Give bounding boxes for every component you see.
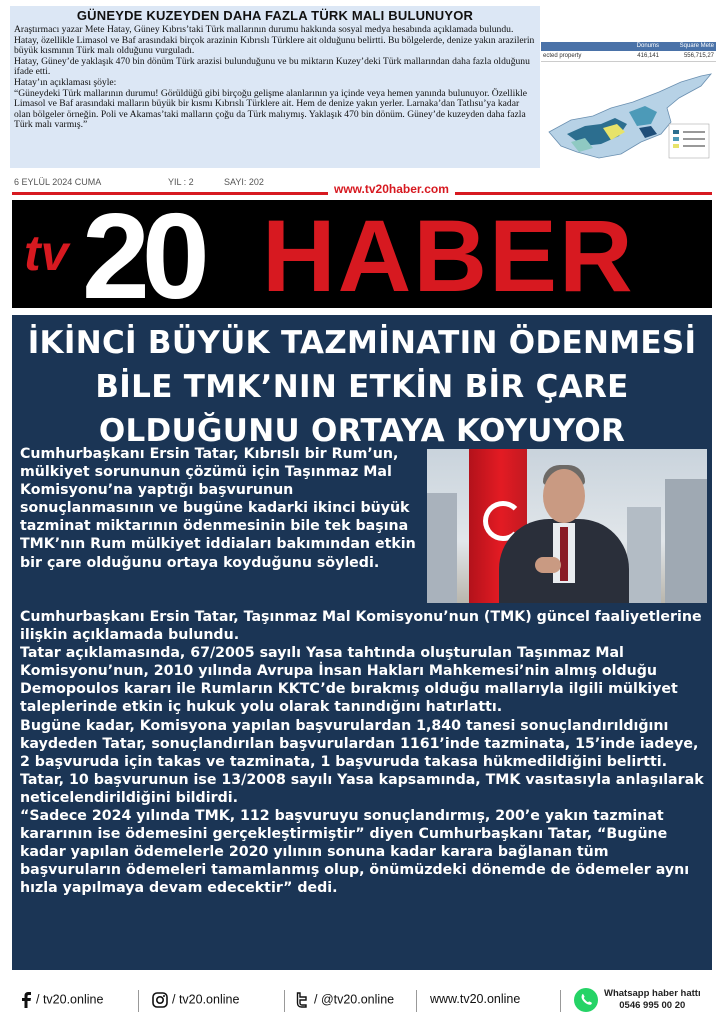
article-headline: İKİNCİ BÜYÜK TAZMİNATIN ÖDENMESİ BİLE TMK’NIN ETKİN BİR ÇARE OLDUĞUNU ORTAYA KOYUYOR (27, 325, 697, 449)
instagram-icon (152, 992, 168, 1008)
website-link[interactable]: www.tv20.online (430, 992, 521, 1006)
body-paragraph: “Sadece 2024 yılında TMK, 112 başvuruyu sonuçlandırmış, 200’e yakın tazminat kararının ise ödemesini gerçekleştirmiştir” diyen Cumhurbaşkanı Tatar, “Bugüne kadar yapılan ödemelerle 2020 yılının sonuna kadar karara bağlanan tüm başvuruların ödemeleri tamamlanmış olup, önümüzdeki dönemde de ödemeler aynı hızla yapılmaya devam edecektir” dedi. (20, 808, 690, 897)
url-bar (12, 182, 712, 196)
speaker-portrait (543, 469, 585, 523)
logo-haber: HABER (262, 200, 635, 308)
top-news-title: GÜNEYDE KUZEYDEN DAHA FAZLA TÜRK MALI BULUNUYOR (76, 8, 474, 23)
map-table-header: Donums (636, 43, 659, 49)
map-table-header: Square Mete (679, 43, 714, 49)
top-news-strip (10, 6, 540, 168)
top-news-paragraph: “Güneydeki Türk mallarının durumu! Görüldüğü gibi birçoğu gelişme alanlarının ya içinde veya hemen yanında bulunuyor. Özellikle Limasol ve Baf arasındaki malların büyük bir kısmı Kıbrıslı Türklere ait. Hem de denize yakın yerler. Larnaka’dan Tatlısu’ya kadar olan bölgeler örneğin. Poli ve Akamas’taki malların çoğu da Türk malıymış. Yaklaşık 470 bin dönüm. Güney’de kuzeyden daha fazla Türk malı varmış.” (14, 87, 527, 131)
body-paragraph: Cumhurbaşkanı Ersin Tatar, Taşınmaz Mal Komisyonu’nun (TMK) güncel faaliyetlerine ilişkin açıklamada bulundu. (20, 609, 702, 644)
facebook-icon (20, 992, 32, 1008)
cyprus-map-icon (541, 62, 716, 168)
logo-tv: tv (24, 225, 69, 281)
map-table-cell: 556,715,27 (683, 53, 714, 59)
whatsapp-hotline (604, 988, 701, 1012)
twitter-handle: / @tv20.online (314, 992, 395, 1007)
issue-year: YIL : 2 (168, 177, 194, 187)
top-news-paragraph: Araştırmacı yazar Mete Hatay, Güney Kıbrıs’taki Türk mallarının durumu hakkında sosyal medya hesabında açıklamada bulundu. Hatay, özellikle Limasol ve Baf arasındaki birçok arazinin Kıbrıslı Türklere ait olduğunu belirtti. Bu bölgelerde, denize yakın arazilerin büyük kısmının Türk malı olduğunu vurguladı. (14, 24, 535, 57)
instagram-link[interactable] (152, 992, 239, 1008)
article-panel (12, 315, 712, 970)
map-table-header (541, 42, 605, 51)
map-property-table (541, 42, 716, 62)
social-footer (12, 984, 712, 1018)
facebook-link[interactable] (20, 992, 103, 1008)
top-news-paragraph: Hatay, Güney’de yaklaşık 470 bin dönüm Türk arazisi bulunduğunu ve bu miktarın Kuzey’deki Türk mallarından daha fazla olduğunu ifade etti. (14, 55, 530, 78)
top-news-body (14, 25, 538, 131)
twitter-icon (296, 992, 310, 1008)
whatsapp-icon[interactable] (574, 988, 598, 1012)
article-lead (20, 445, 420, 572)
issue-number: SAYI: 202 (224, 177, 264, 187)
logo-20: 20 (82, 200, 202, 308)
article-photo (427, 449, 707, 603)
body-paragraph: Tatar açıklamasında, 67/2005 sayılı Yasa tahtında oluşturulan Taşınmaz Mal Komisyonu’nun, 2010 yılında Avrupa İnsan Hakları Mahkemesi’nin almış olduğu Demopoulos kararı ile Rumların KKTC’de bırakmış olduğu mallarıyla ilgili mülkiyet taleplerinde etkin iç hukuk yolu olarak tanındığını hatırlattı. (20, 645, 678, 716)
twitter-link[interactable] (296, 992, 394, 1008)
lead-paragraph: Cumhurbaşkanı Ersin Tatar, Kıbrıslı bir Rum’un, mülkiyet sorununun çözümü için Taşınmaz Mal Komisyonu’na yaptığı başvurunun sonuçlanmasının ve bugüne kadarki ikinci büyük tazminat miktarının ödenmesinin bile tek başına TMK’nın Rum mülkiyet iddiaları bakımından etkin bir çare olduğunu ortaya koyduğunu söyledi. (20, 446, 416, 571)
body-paragraph: Bugüne kadar, Komisyona yapılan başvurulardan 1,840 tanesi sonuçlandırıldığını kaydeden Tatar, sonuçlandırılan başvurulardan 1161’inde tazminata, 15’inde iadeye, 2 başvuruda için takas ve tazminata, 1 başvuruda takasa hükmedildiğini belirtti. Tatar, 10 başvurunun ise 13/2008 sayılı Yasa kapsamında, TMK vasıtasıyla anlaşılarak neticelendirildiğini bildirdi. (20, 717, 704, 806)
map-table-cell: 416,141 (637, 53, 659, 59)
whatsapp-number[interactable]: 0546 995 00 20 (619, 1000, 686, 1011)
instagram-handle: / tv20.online (172, 992, 240, 1007)
masthead-logo (12, 200, 712, 308)
top-news-paragraph: Hatay’ın açıklaması şöyle: (14, 76, 117, 88)
property-map-image (541, 6, 716, 168)
map-table-cell: ected property (543, 53, 582, 59)
issue-date: 6 EYLÜL 2024 CUMA (14, 177, 102, 187)
article-body (20, 608, 708, 898)
whatsapp-label: Whatsapp haber hattı (604, 988, 701, 999)
site-url-link[interactable]: www.tv20haber.com (328, 182, 455, 196)
facebook-handle: / tv20.online (36, 992, 104, 1007)
